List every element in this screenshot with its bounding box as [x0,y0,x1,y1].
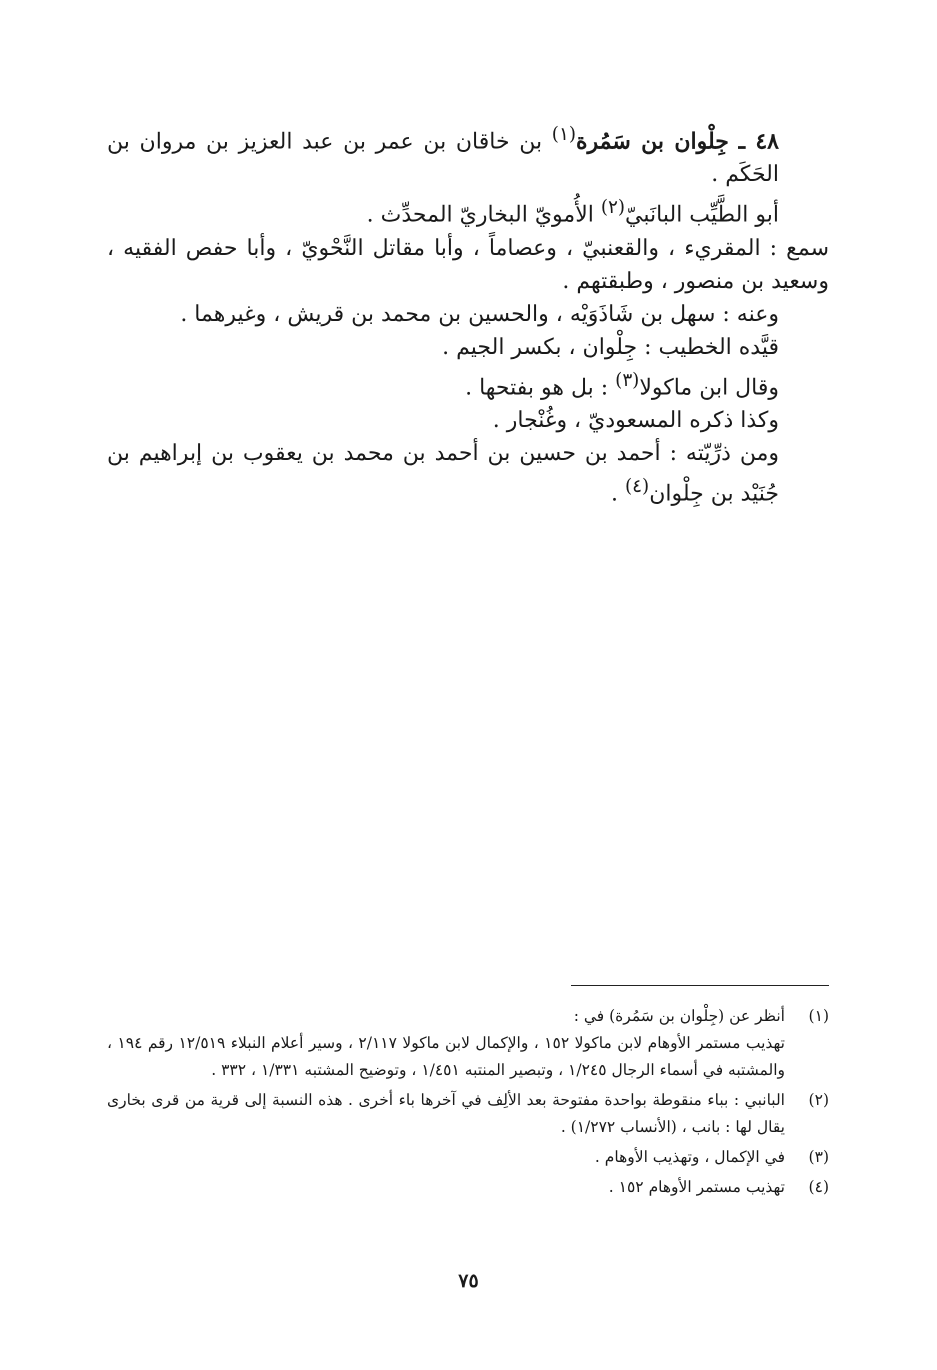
footnote-body [107,1144,785,1171]
footnote-line: في الإكمال ، وتهذيب الأوهام . [594,1148,785,1166]
footnote-body [107,1174,785,1201]
descendants-end: . [611,481,626,507]
entry-heard-from: سمع : المقريء ، والقعنبيّ ، وعصاماً ، وأبا مقاتل النَّحْويّ ، وأبا حفص الفقيه ، وسعيد بن منصور ، وطبقتهم . [107,235,829,294]
entry-khatib: قيَّده الخطيب : جِلْوان ، بكسر الجيم . [442,334,779,360]
makula-after: : بل هو بفتحها . [465,374,616,400]
kunya-rest: الأُمويّ البخاريّ المحدِّث . [366,202,601,228]
entry-narrators: وعنه : سهل بن شَاذَوَيْه ، والحسين بن محمد بن قريش ، وغيرهما . [180,301,779,327]
footnote-body [107,1087,785,1141]
footnote-line: تهذيب مستمر الأوهام ١٥٢ . [608,1178,785,1196]
footnote-4 [107,1174,829,1201]
footnote-ref-2[interactable]: (٢) [600,197,626,219]
footnote-line: تهذيب مستمر الأوهام لابن ماكولا ١٥٢ ، والإكمال لابن ماكولا ٢/١١٧ ، وسير أعلام النبلاء ١٢/٥١٩ رقم ١٩٤ ، والمشتبه في أسماء الرجال ١/٢٤٥ ، وتبصير المنتبه ١/٤٥١ ، وتوضيح المشتبه ١/٣٣١ ، ٣٣٢ . [107,1034,785,1079]
footnote-line: أنظر عن (جِلْوان بن سَمُرة) في : [573,1007,785,1025]
footnote-ref-4[interactable]: (٤) [625,475,650,497]
footnotes [107,1003,829,1204]
entry-makula [107,364,829,404]
footnote-divider [571,985,829,986]
page-number: ٧٥ [458,1270,479,1292]
footnote-body [107,1003,785,1084]
footnote-line: البانبي : بباء منقوطة بواحدة مفتوحة بعد الألِف في آخرها باء أخرى . هذه النسبة إلى قرية من قرى بخارى يقال لها : بانب ، (الأنساب ١/٢٧٢) . [107,1091,785,1136]
footnote-ref-1[interactable]: (١) [551,124,576,145]
entry-lineage: بن خاقان بن عمر بن عبد العزيز بن مروان بن الحَكَم . [107,129,779,188]
entry-descendants [107,437,829,510]
footnote-number: (٢) [808,1091,829,1109]
footnote-number: (٣) [808,1148,829,1166]
footnote-1 [107,1003,829,1084]
footnote-ref-3[interactable]: (٣) [615,369,640,391]
entry-name: جِلْوان بن سَمُرة [575,128,729,155]
entry-heading [107,118,829,191]
entry-kunya [107,191,829,231]
footnote-number: (٤) [808,1178,829,1196]
entry-number: ٤٨ ـ [738,128,779,155]
kunya-text: أبو الطَّيِّب البانَبيّ [625,202,779,228]
descendants-text: ومن ذرِّيّته : أحمد بن حسين بن أحمد بن محمد بن يعقوب بن إبراهيم بن جُنَيْد بن جِلْوان [107,440,779,507]
footnote-2 [107,1087,829,1141]
footnote-number: (١) [808,1007,829,1025]
entry-masudi: وكذا ذكره المسعوديّ ، وغُنْجار . [492,407,779,433]
footnote-3 [107,1144,829,1171]
makula-before: وقال ابن ماكولا [639,374,779,400]
biography-entry [107,118,829,510]
